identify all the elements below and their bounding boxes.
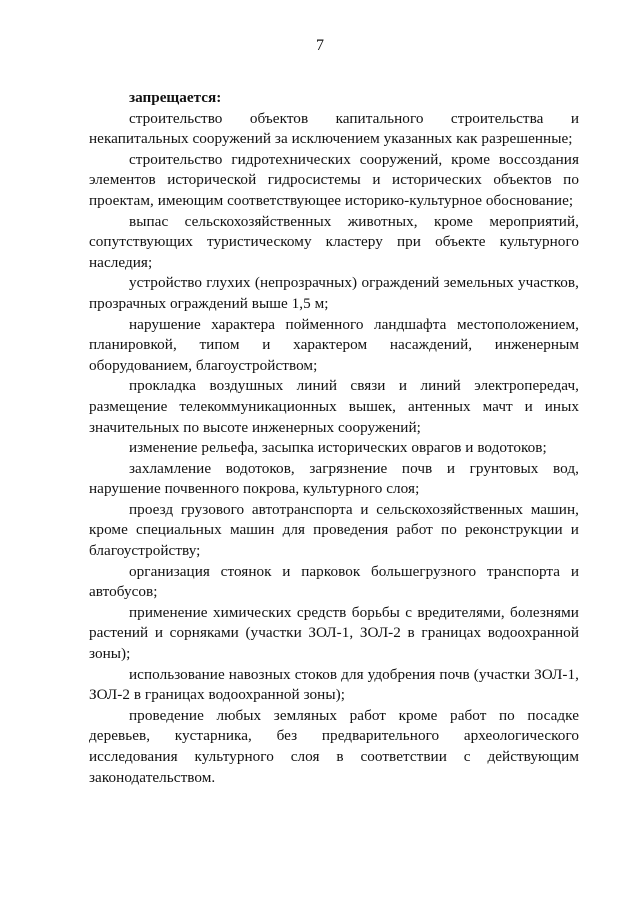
list-item: строительство объектов капитального строительства и некапитальных сооружений за исключением указанных как разрешенные; bbox=[89, 109, 579, 148]
list-item: организация стоянок и парковок большегрузного транспорта и автобусов; bbox=[89, 562, 579, 601]
list-item: устройство глухих (непрозрачных) ограждений земельных участков, прозрачных ограждений выше 1,5 м; bbox=[89, 274, 579, 312]
list-item: проезд грузового автотранспорта и сельскохозяйственных машин, кроме специальных машин для проведения работ по реконструкции и благоустройству; bbox=[89, 500, 579, 560]
list-item: применение химических средств борьбы с вредителями, болезнями растений и сорняками (участки ЗОЛ-1, ЗОЛ-2 в границах водоохранной зоны); bbox=[89, 603, 579, 663]
list-item: проведение любых земляных работ кроме работ по посадке деревьев, кустарника, без предварительного археологического исследования культурного слоя в соответствии с действующим законодательством. bbox=[89, 706, 579, 786]
list-item: нарушение характера пойменного ландшафта местоположением, планировкой, типом и характером насаждений, инженерным оборудованием, благоустройством; bbox=[89, 315, 579, 374]
list-item: строительство гидротехнических сооружений, кроме воссоздания элементов исторической гидросистемы и исторических объектов по проектам, имеющим соответствующее историко-культурное обоснование; bbox=[89, 150, 579, 209]
document-body bbox=[89, 88, 579, 788]
page-number: 7 bbox=[316, 37, 324, 54]
list-item: прокладка воздушных линий связи и линий электропередач, размещение телекоммуникационных вышек, антенных мачт и иных значительных по высоте инженерных сооружений; bbox=[89, 377, 579, 436]
list-item: захламление водотоков, загрязнение почв и грунтовых вод, нарушение почвенного покрова, культурного слоя; bbox=[89, 459, 579, 498]
list-item: выпас сельскохозяйственных животных, кроме мероприятий, сопутствующих туристическому кластеру при объекте культурного наследия; bbox=[89, 212, 579, 271]
list-item: изменение рельефа, засыпка исторических оврагов и водотоков; bbox=[129, 439, 547, 457]
section-heading: запрещается: bbox=[129, 89, 222, 106]
list-item: использование навозных стоков для удобрения почв (участки ЗОЛ-1, ЗОЛ-2 в границах водоохранной зоны); bbox=[89, 665, 579, 704]
